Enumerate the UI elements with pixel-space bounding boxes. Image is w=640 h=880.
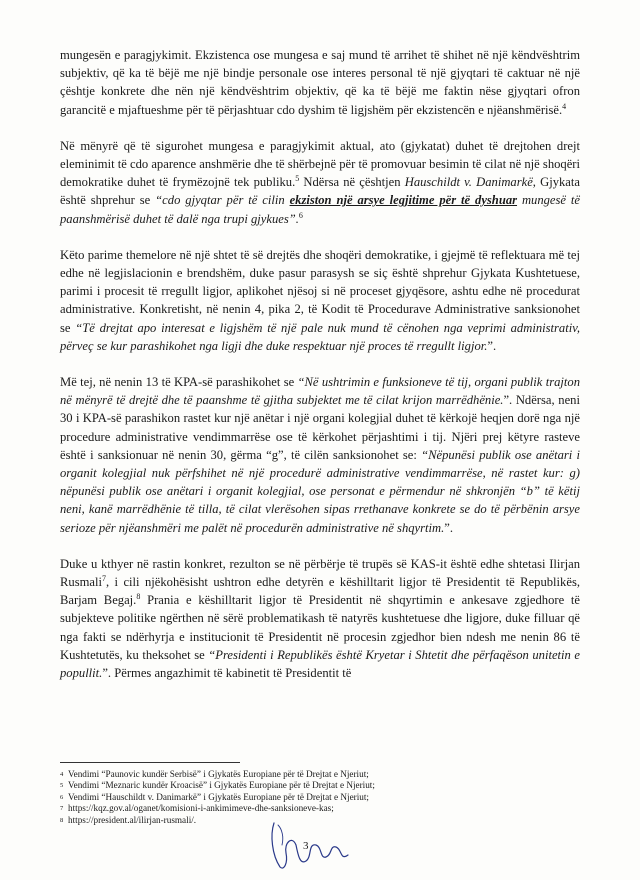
text-segment: Duke u kthyer në rastin konkret, rezulton se në përbërje të trupës së KAS-it është edhe shtetasi Ilirjan Rusmali <box>60 556 580 590</box>
footnote-ref: 8 <box>136 592 141 602</box>
footnote-text: Vendimi “Meznaric kundër Kroacisë” i Gjykatës Europiane për të Drejtat e Njeriut; <box>68 780 375 791</box>
footnote-text: https://kqz.gov.al/oganet/komisioni-i-ankimimeve-dhe-sanksioneve-kas; <box>68 803 334 814</box>
footnote-text: Vendimi “Paunovic kundër Serbisë” i Gjykatës Europiane për të Drejtat e Njeriut; <box>68 769 369 779</box>
footnote-text: Vendimi “Hauschildt v. Danimarkë” i Gjykatës Europiane për të Drejtat e Njeriut; <box>68 791 369 802</box>
footnote-number: 6 <box>60 793 64 801</box>
emphasized-text: ekziston një arsye legjitime për të dyshuar <box>289 193 518 208</box>
text-segment: Më tej, në nenin 13 të KPA-së parashikohet se <box>60 375 298 390</box>
text-segment: ”. Përmes angazhimit të kabinetit të Presidentit të <box>102 666 352 681</box>
footnote-7 <box>60 803 580 814</box>
text-segment: , i cili njëkohësisht ushtron edhe detyrën e këshilltarit ligjor të Presidentit të Republikës, Barjam Begaj. <box>60 575 580 608</box>
footnote-divider <box>60 762 240 763</box>
quoted-text: “Në ushtrimin e funksioneve të tij, organi publik trajton në mënyrë të drejtë dhe të paanshme të gjitha subjektet me të cilat krijon marrëdhënie. <box>60 375 581 408</box>
quoted-text: “cdo gjyqtar për të cilin <box>155 193 290 208</box>
footnote-number: 8 <box>60 816 64 824</box>
footnote-5 <box>60 780 580 791</box>
body-text <box>60 46 580 700</box>
text-segment: , Gjykata është shprehur se <box>60 175 580 208</box>
footnote-ref: 5 <box>295 174 300 184</box>
text-segment: ”. Ndërsa, neni 30 i KPA-së parashikon rastet kur një anëtar i një organi kolegjial duhet të kërkojë heqjen dorë nga një procedure administrative vendimmarrëse ose të kërkohet përjashtimi i tij. Njëri prej këtyre rasteve është i sanksionuar në nenin 30, gërma “g”, të cilën sanksionohet se: <box>60 393 580 462</box>
text-segment: ”. <box>487 338 497 353</box>
footnote-6 <box>60 792 580 803</box>
quoted-text: Hauschildt v. Danimarkë <box>404 175 533 190</box>
quoted-text: “Presidenti i Republikës është Kryetar i Shtetit dhe përfaqëson unitetin e popullit. <box>60 647 580 681</box>
paragraph-2 <box>60 137 580 228</box>
quoted-text: “Të drejtat apo interesat e ligjshëm të një pale nuk mund të cënohen nga veprimi administrativ, përveç se kur parashikohet nga ligji dhe duke respektuar një proces të rregullt ligjor. <box>60 320 581 353</box>
text-segment: mungesën e paragjykimit. Ekzistenca ose mungesa e saj mund të arrihet të shihet në një këndvështrim subjektiv, që ka të bëjë me një bindje personale ose interes personal të një gjyqtari të caktuar në një çështje konkrete dhe nën një këndvështrim objektiv, që ka të bëjë me faktin nëse gjyqtari ofron garancitë e mjaftueshme për të përjashtuar cdo dyshim të ligjshëm për ekzistencën e njëanshmërisë. <box>60 48 580 117</box>
paragraph-1 <box>60 46 580 119</box>
footnote-number: 7 <box>60 805 64 813</box>
paragraph-3 <box>60 246 580 355</box>
footnote-text: https://president.al/ilirjan-rusmali/. <box>68 814 197 825</box>
page-number: 3 <box>303 840 309 852</box>
text-segment: ”. <box>444 520 454 535</box>
footnote-4 <box>60 769 580 780</box>
footnote-number: 5 <box>60 782 64 790</box>
footnote-ref: 7 <box>101 573 106 583</box>
footnote-ref: 4 <box>562 101 567 111</box>
text-segment: Në mënyrë që të sigurohet mungesa e paragjykimit aktual, ato (gjykatat) duhet të drejtohen drejt eleminimit të cdo aparence anshmërie dhe të shërbejnë për të promovuar besimin të cilat në një shoqëri demokratike duhet të frymëzojnë tek publiku. <box>60 138 580 190</box>
quoted-text: mungesë të paanshmërisë duhet të dalë nga trupi gjykues”. <box>60 193 581 226</box>
text-segment: Ndërsa në çështjen <box>299 175 405 190</box>
paragraph-4 <box>60 373 580 537</box>
text-segment: Prania e këshilltarit ligjor të Presidentit në shqyrtimin e ankesave zgjedhore të subjekteve politike ngërthen në sërë problematikash të natyrës kushtetuese dhe ligjore, duke filluar që nga fakti se ndërhyrja e institucionit të Presidentit në procesin zgjedhor bien ndesh me nenin 86 të Kushtetutës, ku theksohet se <box>60 593 580 662</box>
footnote-ref: 6 <box>298 210 303 220</box>
paragraph-5 <box>60 555 580 682</box>
footnote-number: 4 <box>60 771 64 778</box>
quoted-text: “Nëpunësi publik ose anëtari i organit kolegjial nuk përfshihet në një procedurë administrative vendimmarrëse, në rastet kur: g) nëpunësi publik ose anëtari i organit kolegjial, ose personat e përmendur në shkronjën “b” të këtij neni, kanë marrëdhënie të tilla, të cilat vlerësohen sipas rrethanave konkrete se do të përbënin arsye serioze për njëanshmëri me palët në procedurën administrative në shqyrtim. <box>60 447 580 535</box>
text-segment: Këto parime themelore në një shtet të së drejtës dhe shoqëri demokratike, i gjejmë të reflektuara më tej edhe në legjislacionin e brendshëm, duke pasur parasysh se siç është shprehur Gjykata Kushtetuese, parimi i procesit të rregullt ligjor, aplikohet njësoj si në proceset gjyqësore, ashtu edhe në procedurat administrative. Konkretisht, në nenin 4, pika 2, të Kodit të Procedurave Administrative sanksionohet se <box>60 247 580 335</box>
